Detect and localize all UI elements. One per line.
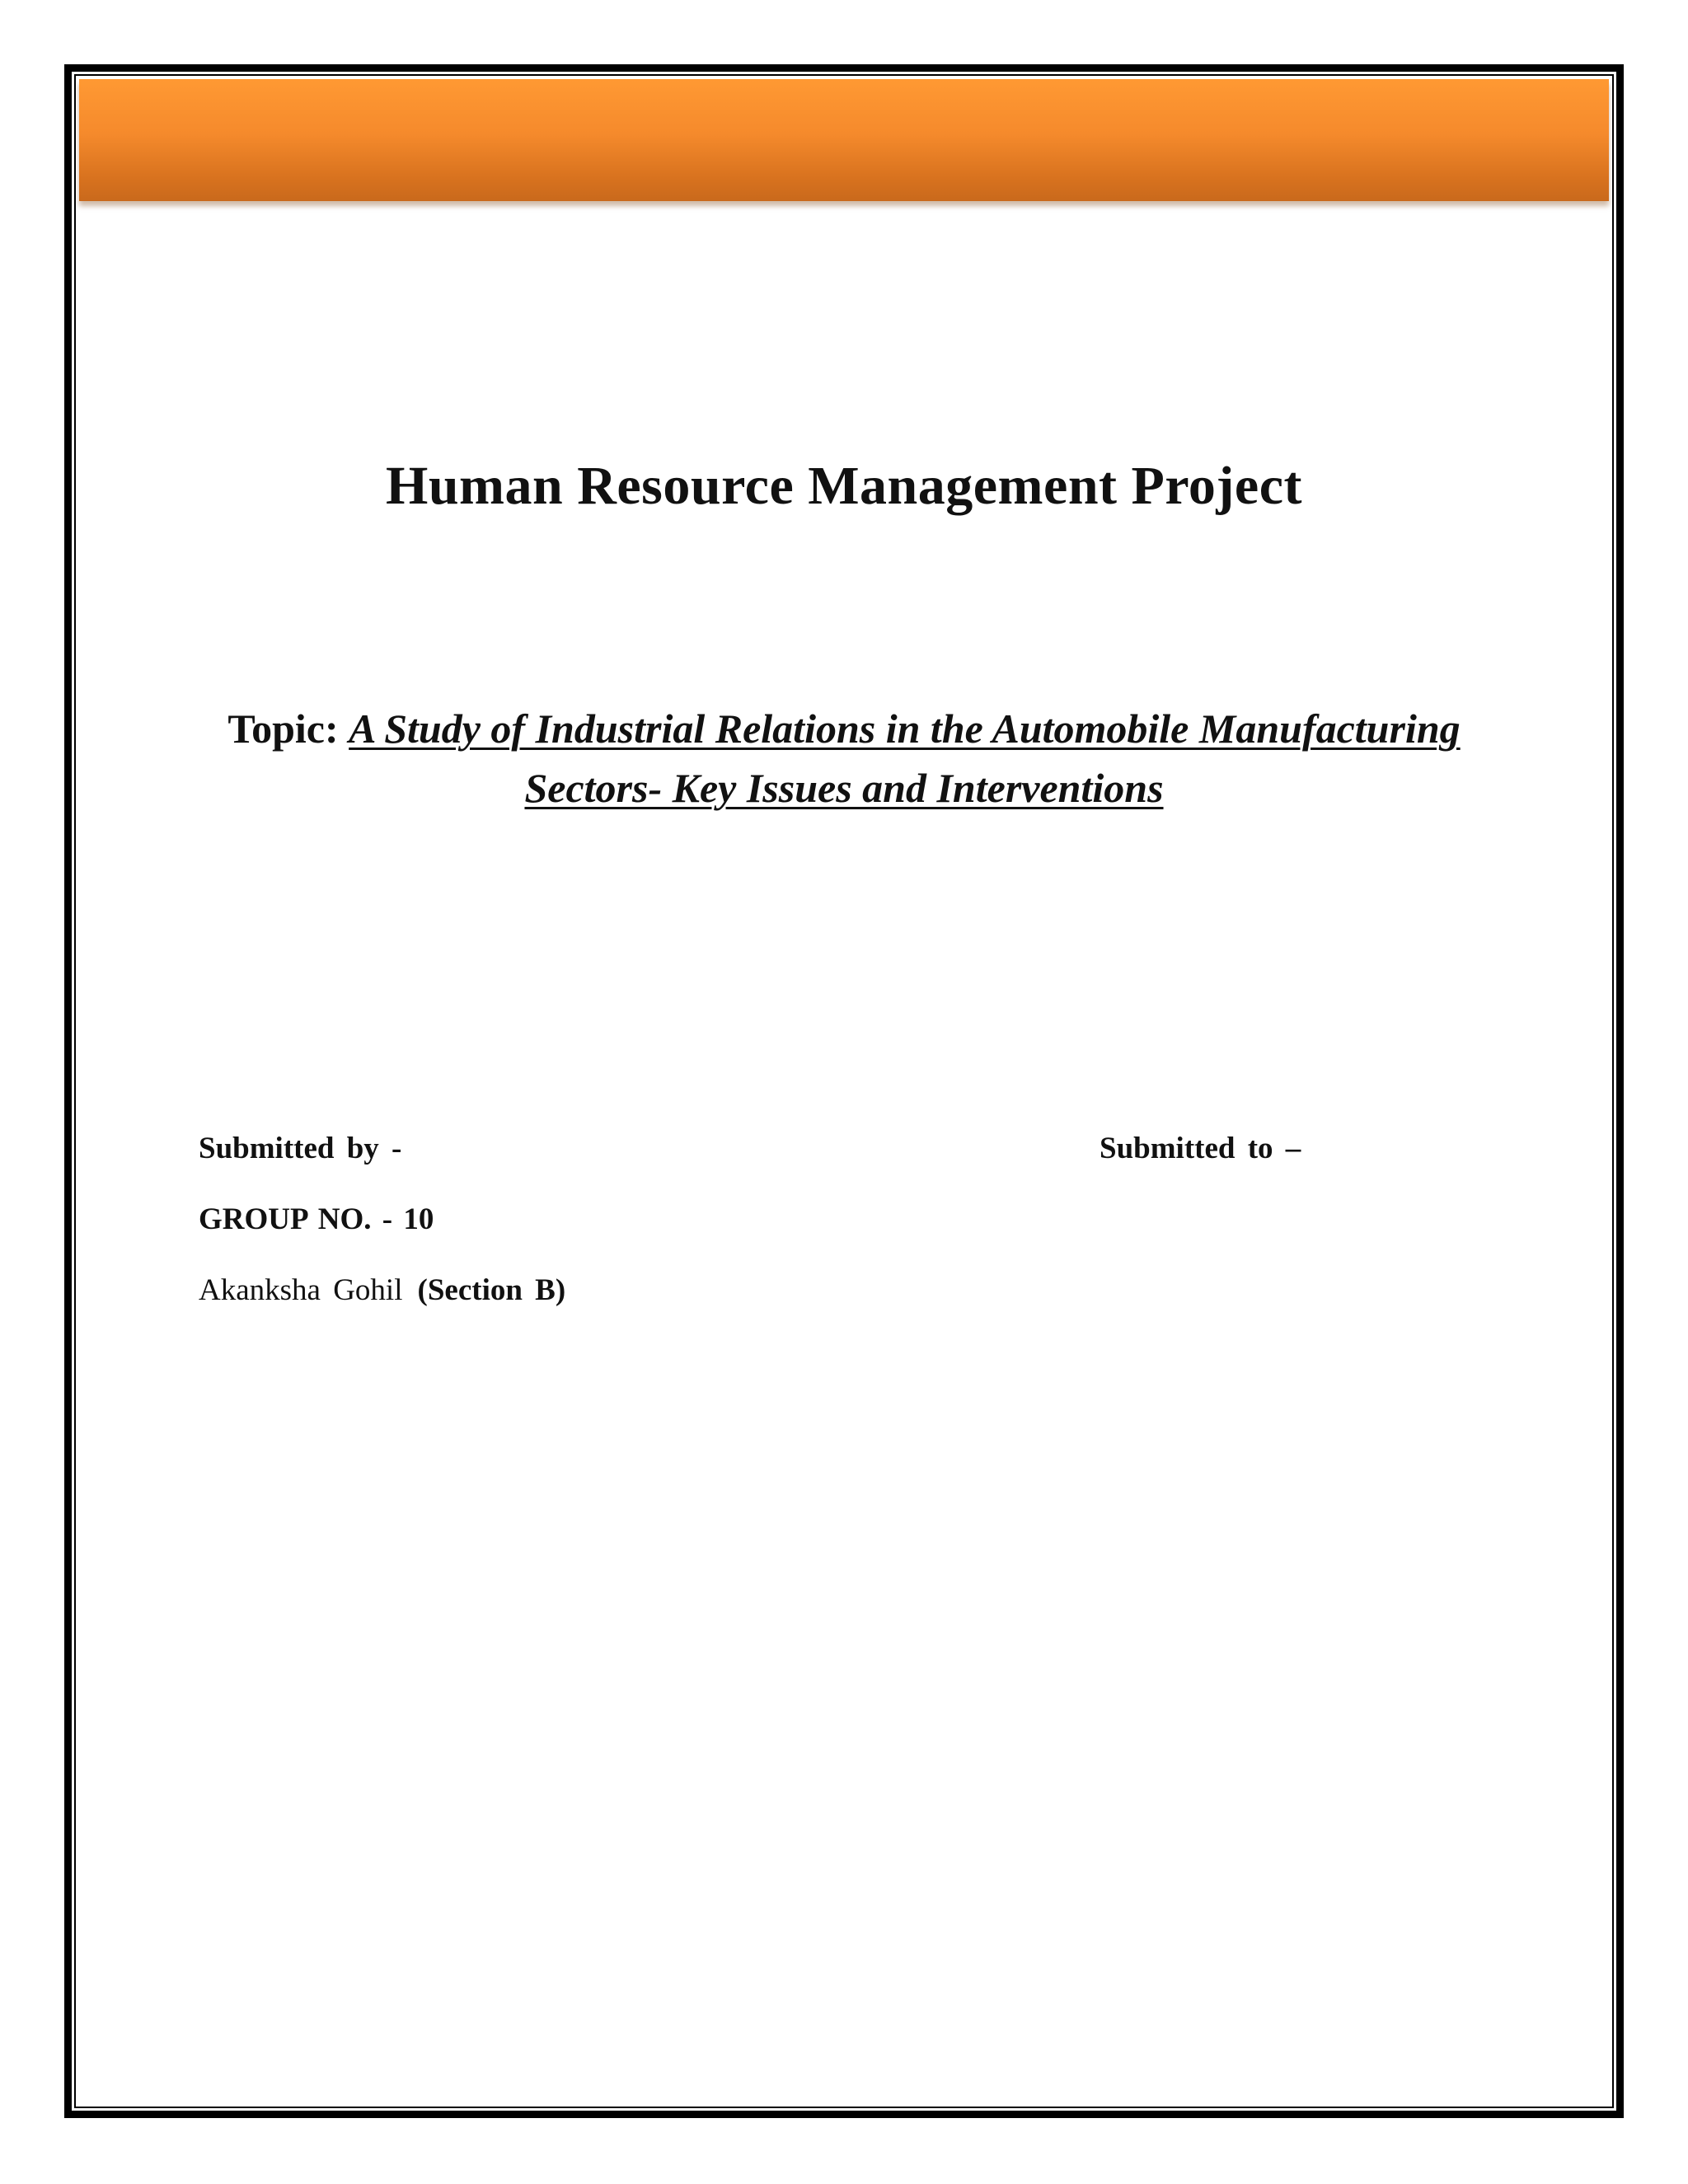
- member-section: (Section B): [417, 1273, 566, 1307]
- topic-block: [165, 699, 1523, 818]
- submitted-by-label: Submitted by -: [199, 1132, 402, 1165]
- topic-text: A Study of Industrial Relations in the Automobile Manufacturing Sectors- Key Issues and Interventions: [349, 705, 1461, 811]
- page-title: Human Resource Management Project: [386, 456, 1302, 516]
- page-border-inner: [74, 74, 1614, 2108]
- member-line: [199, 1272, 565, 1308]
- topic-label: Topic:: [227, 705, 339, 752]
- member-name: Akanksha Gohil: [199, 1273, 403, 1307]
- submitted-to-label: Submitted to –: [1100, 1132, 1301, 1165]
- group-number: GROUP NO. - 10: [199, 1202, 434, 1236]
- header-band: [79, 79, 1609, 201]
